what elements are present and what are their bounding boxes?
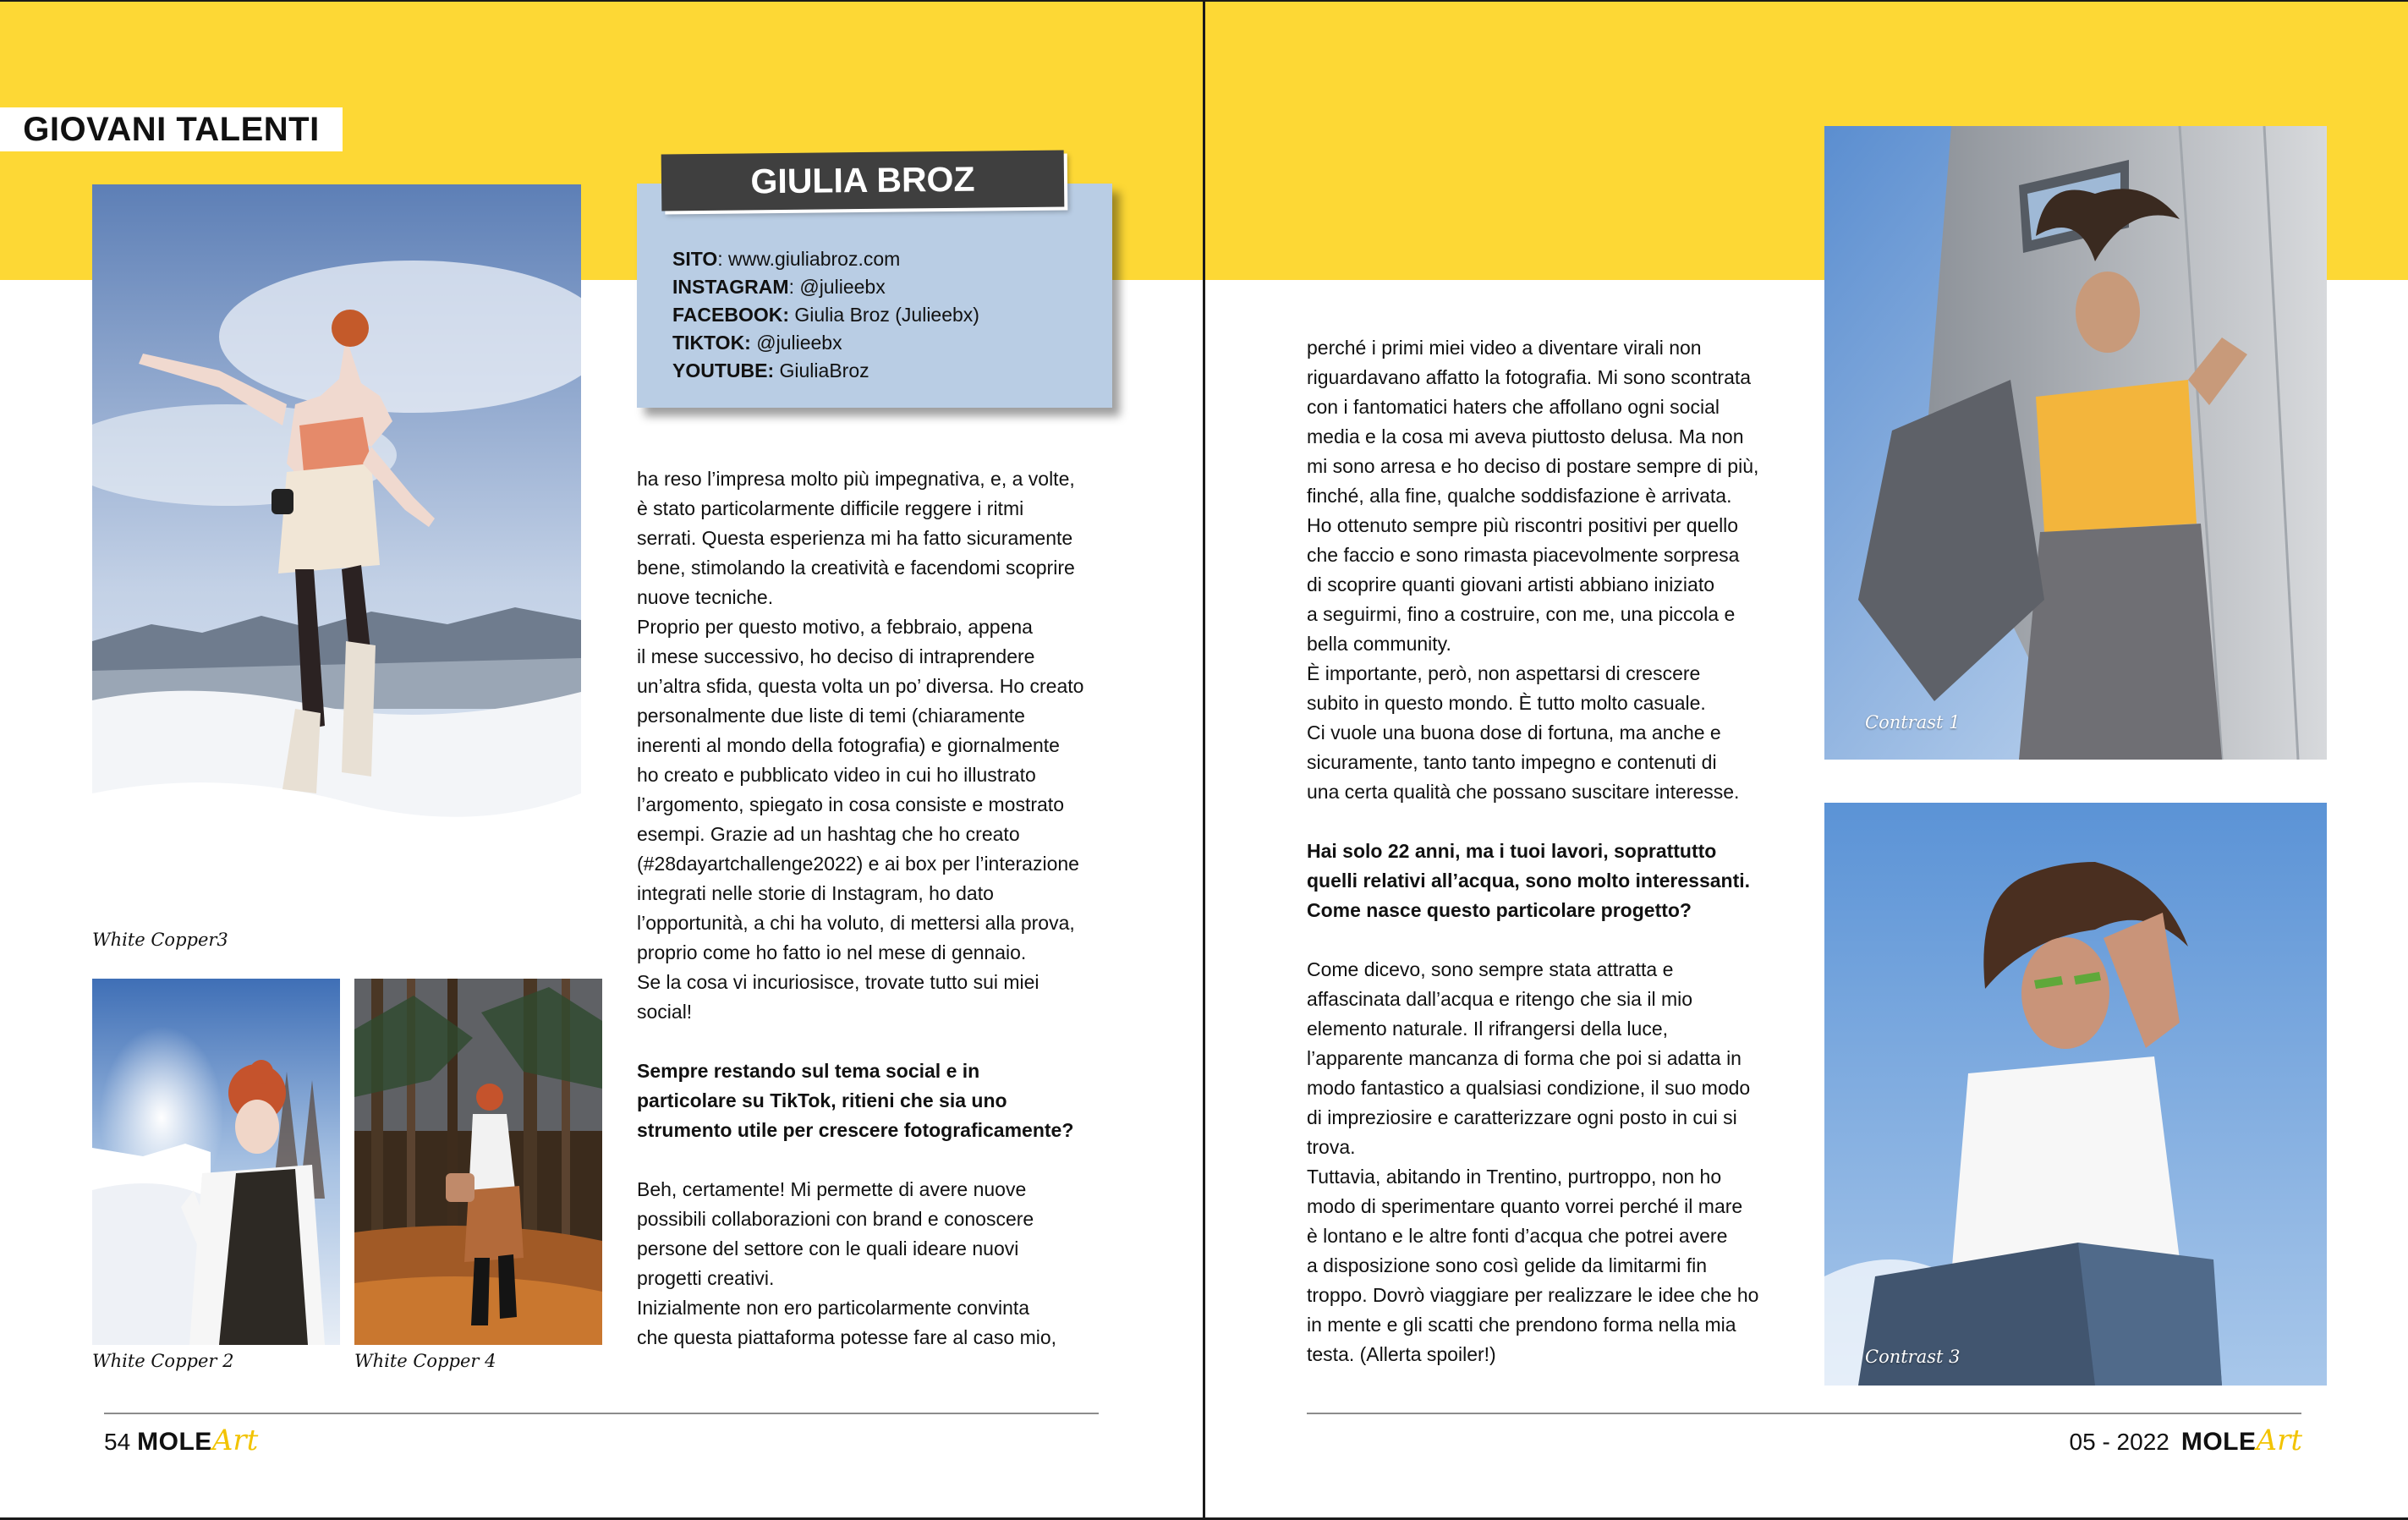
page-number: 54: [104, 1429, 131, 1455]
text-line: Beh, certamente! Mi permette di avere nuove: [637, 1178, 1027, 1200]
text-line: strumento utile per crescere fotograficamente?: [637, 1119, 1074, 1141]
text-line: Tuttavia, abitando in Trentino, purtroppo, non ho: [1307, 1166, 1722, 1188]
brand-logo-right: MOLE: [2180, 1428, 2257, 1456]
caption-contrast-1: Contrast 1: [1865, 712, 1961, 733]
text-line: a seguirmi, fino a costruire, con me, una piccola e: [1307, 603, 1736, 625]
left-article-column: [637, 464, 1144, 1353]
instagram-handle: @julieebx: [799, 276, 886, 298]
text-line: subito in questo mondo. È tutto molto casuale.: [1307, 692, 1706, 714]
text-line: perché i primi miei video a diventare virali non: [1307, 337, 1702, 359]
text-line: inerenti al mondo della fotografia) e giornalmente: [637, 734, 1060, 756]
text-line: Come nasce questo particolare progetto?: [1307, 899, 1692, 921]
left-answer: [637, 1175, 1144, 1353]
text-line: social!: [637, 1001, 693, 1023]
text-line: Hai solo 22 anni, ma i tuoi lavori, soprattutto: [1307, 840, 1717, 862]
text-line: riguardavano affatto la fotografia. Mi sono scontrata: [1307, 366, 1752, 388]
left-body-text: [637, 464, 1144, 1027]
text-line: l’apparente mancanza di forma che poi si adatta in: [1307, 1047, 1742, 1069]
text-line: bene, stimolando la creatività e facendomi scoprire: [637, 557, 1075, 579]
contact-site: SITO: www.giuliabroz.com: [672, 248, 901, 270]
text-line: l’argomento, spiegato in cosa consiste e mostrato: [637, 793, 1064, 815]
right-answer: [1307, 955, 1806, 1369]
text-line: che questa piattaforma potesse fare al caso mio,: [637, 1326, 1057, 1348]
text-line: nuove tecniche.: [637, 586, 774, 608]
text-line: finché, alla fine, qualche soddisfazione è arrivata.: [1307, 485, 1732, 507]
right-question: [1307, 837, 1806, 925]
text-line: di impreziosire e caratterizzare ogni posto in cui si: [1307, 1106, 1737, 1128]
caption-white-copper-3: White Copper3: [92, 930, 228, 950]
text-line: è lontano e le altre fonti d’acqua che potrei avere: [1307, 1225, 1728, 1247]
text-line: affascinata dall’acqua e ritengo che sia il mio: [1307, 988, 1693, 1010]
profile-name: GIULIA BROZ: [661, 151, 1065, 211]
text-line: sicuramente, tanto tanto impegno e contenuti di: [1307, 751, 1717, 773]
text-line: possibili collaborazioni con brand e conoscere: [637, 1208, 1034, 1230]
caption-white-copper-2: White Copper 2: [92, 1351, 234, 1371]
text-line: progetti creativi.: [637, 1267, 775, 1289]
text-line: che faccio e sono rimasta piacevolmente sorpresa: [1307, 544, 1740, 566]
text-line: persone del settore con le quali ideare nuovi: [637, 1237, 1019, 1259]
profile-contacts: [672, 245, 1100, 385]
contact-youtube: YOUTUBE: GiuliaBroz: [672, 359, 869, 381]
footer-left: [104, 1424, 258, 1457]
text-line: mi sono arresa e ho deciso di postare sempre di più,: [1307, 455, 1759, 477]
youtube-handle: GiuliaBroz: [779, 359, 869, 381]
text-line: è stato particolarmente difficile reggere i ritmi: [637, 497, 1024, 519]
text-line: quelli relativi all’acqua, sono molto interessanti.: [1307, 870, 1751, 892]
text-line: elemento naturale. Il rifrangersi della luce,: [1307, 1018, 1669, 1040]
text-line: media e la cosa mi aveva piuttosto delusa. Ma non: [1307, 425, 1744, 447]
contact-instagram: INSTAGRAM: @julieebx: [672, 276, 886, 298]
caption-contrast-3: Contrast 3: [1865, 1347, 1961, 1367]
text-line: Sempre restando sul tema social e in: [637, 1060, 980, 1082]
text-line: Come dicevo, sono sempre stata attratta e: [1307, 958, 1674, 980]
photo-white-copper-3: [92, 184, 581, 919]
caption-white-copper-4: White Copper 4: [354, 1351, 496, 1371]
text-line: Se la cosa vi incuriosisce, trovate tutto sui miei: [637, 971, 1039, 993]
tiktok-handle: @julieebx: [756, 332, 842, 354]
footer-right: [2070, 1424, 2302, 1457]
left-question: [637, 1056, 1144, 1145]
text-line: con i fantomatici haters che affollano ogni social: [1307, 396, 1720, 418]
text-line: proprio come ho fatto io nel mese di gennaio.: [637, 941, 1027, 963]
contact-facebook: FACEBOOK: Giulia Broz (Julieebx): [672, 304, 979, 326]
issue-date: 05 - 2022: [2069, 1429, 2169, 1455]
text-line: personalmente due liste di temi (chiaramente: [637, 705, 1025, 727]
page-divider: [1203, 0, 1205, 1520]
text-line: Ho ottenuto sempre più riscontri positivi per quello: [1307, 514, 1739, 536]
photo-contrast-1: [1824, 126, 2327, 760]
site-link[interactable]: www.giuliabroz.com: [728, 248, 901, 270]
text-line: Inizialmente non ero particolarmente convinta: [637, 1297, 1030, 1319]
text-line: un’altra sfida, questa volta un po’ diversa. Ho creato: [637, 675, 1084, 697]
text-line: in mente e gli scatti che prendono forma nella mia: [1307, 1314, 1736, 1336]
photo-white-copper-2: [92, 979, 340, 1345]
footer-rule-left: [104, 1413, 1099, 1414]
brand-logo: MOLE: [137, 1428, 212, 1456]
text-line: ha reso l’impresa molto più impegnativa, e, a volte,: [637, 468, 1075, 490]
text-line: trova.: [1307, 1136, 1356, 1158]
right-article-column: [1307, 333, 1806, 1369]
photo-white-copper-4: [354, 979, 602, 1345]
text-line: esempi. Grazie ad un hashtag che ho creato: [637, 823, 1020, 845]
text-line: modo di sperimentare quanto vorrei perché il mare: [1307, 1195, 1743, 1217]
text-line: serrati. Questa esperienza mi ha fatto sicuramente: [637, 527, 1073, 549]
text-line: ho creato e pubblicato video in cui ho illustrato: [637, 764, 1036, 786]
text-line: a disposizione sono così gelide da limitarmi fin: [1307, 1254, 1708, 1276]
right-body-text: [1307, 333, 1806, 807]
text-line: testa. (Allerta spoiler!): [1307, 1343, 1496, 1365]
contact-tiktok: TIKTOK: @julieebx: [672, 332, 842, 354]
text-line: troppo. Dovrò viaggiare per realizzare le idee che ho: [1307, 1284, 1759, 1306]
text-line: modo fantastico a qualsiasi condizione, il suo modo: [1307, 1077, 1751, 1099]
footer-rule-right: [1307, 1413, 2301, 1414]
facebook-handle: Giulia Broz (Julieebx): [794, 304, 979, 326]
text-line: integrati nelle storie di Instagram, ho dato: [637, 882, 994, 904]
text-line: di scoprire quanti giovani artisti abbiano iniziato: [1307, 573, 1715, 595]
text-line: l’opportunità, a chi ha voluto, di mettersi alla prova,: [637, 912, 1075, 934]
brand-logo-script-right: Art: [2256, 1424, 2302, 1457]
text-line: (#28dayartchallenge2022) e ai box per l’interazione: [637, 853, 1079, 875]
text-line: È importante, però, non aspettarsi di crescere: [1307, 662, 1701, 684]
section-label: GIOVANI TALENTI: [0, 107, 343, 151]
text-line: il mese successivo, ho deciso di intraprendere: [637, 645, 1035, 667]
brand-logo-script: Art: [211, 1424, 259, 1457]
text-line: una certa qualità che possano suscitare interesse.: [1307, 781, 1740, 803]
text-line: Proprio per questo motivo, a febbraio, appena: [637, 616, 1033, 638]
text-line: Ci vuole una buona dose di fortuna, ma anche e: [1307, 722, 1721, 744]
text-line: particolare su TikTok, ritieni che sia uno: [637, 1089, 1007, 1111]
photo-contrast-3: [1824, 803, 2327, 1386]
text-line: bella community.: [1307, 633, 1451, 655]
